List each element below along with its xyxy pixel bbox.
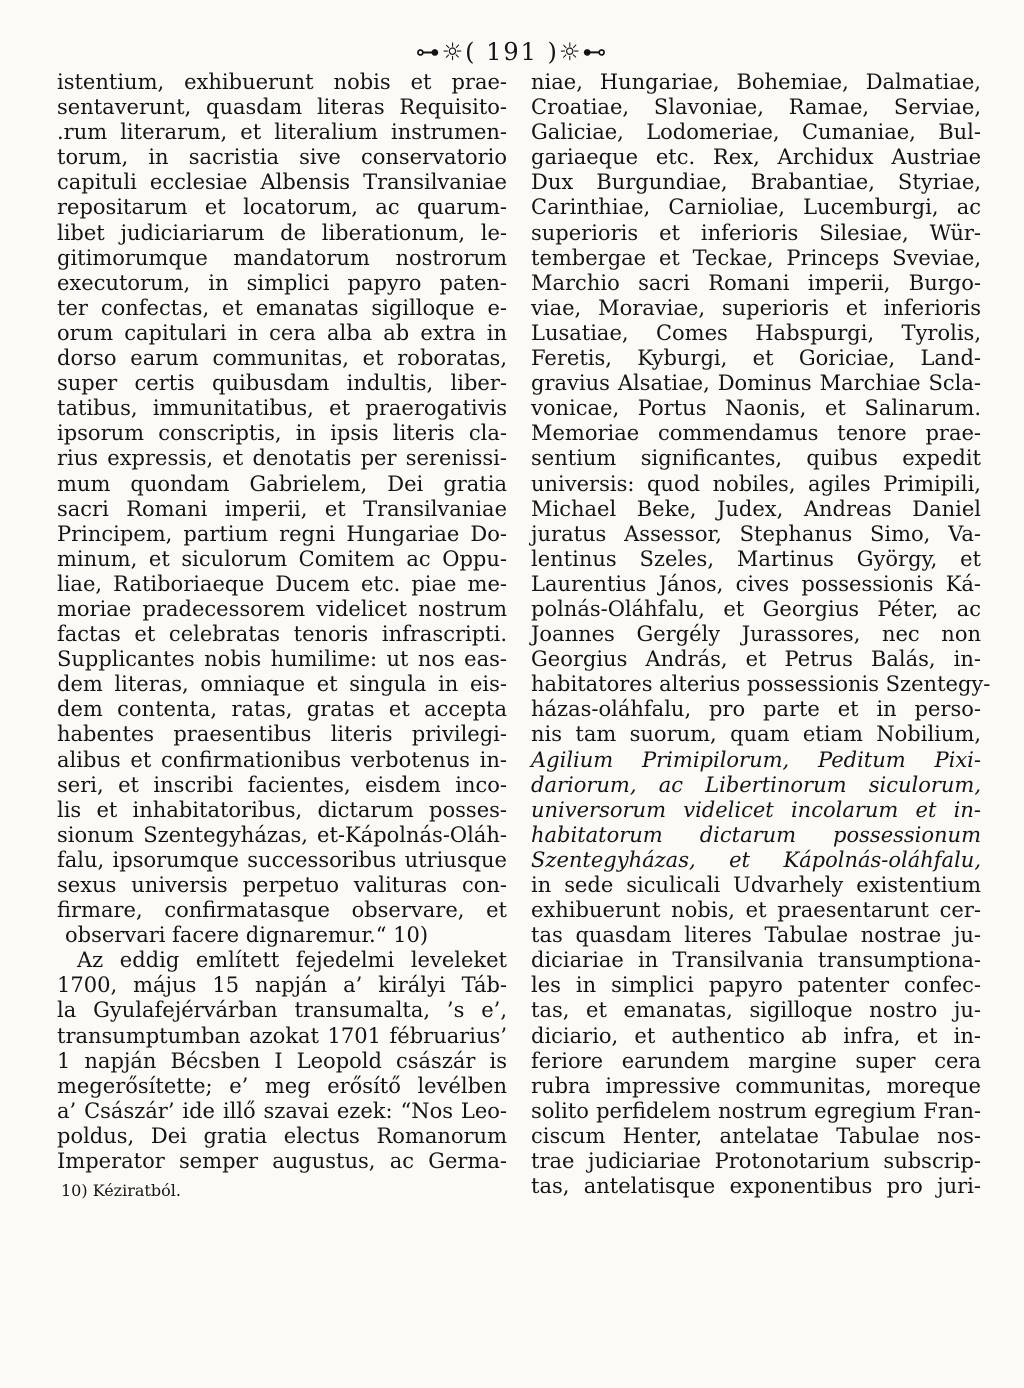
text-line: alibus et confirmationibus verbotenus in- [57,747,507,772]
text-line: les in simplici papyro patenter confec- [531,973,981,998]
text-line: exhibuerunt nobis, et praesentarunt cer- [531,898,981,923]
text-line: minum, et siculorum Comitem ac Oppu- [57,546,507,571]
text-line: ter confectas, et emanatas sigilloque e- [57,295,507,320]
text-line: moriae pradecessorem videlicet nostrum [57,596,507,621]
text-line: gitimorumque mandatorum nostrorum [57,245,507,270]
text-line: orum capitulari in cera alba ab extra in [57,320,507,345]
text-line: vonicae, Portus Naonis, et Salinarum. [531,396,981,421]
text-line: sexus universis perpetuo valituras con- [57,873,507,897]
text-line: superioris et inferioris Silesiae, Wür- [531,220,981,245]
text-line: dorso earum communitas, et roboratas, [57,346,507,371]
text-line: Lusatiae, Comes Habspurgi, Tyrolis, [531,320,981,345]
text-line: mum quondam Gabrielem, Dei gratia [57,471,507,496]
text-line: Principem, partium regni Hungariae Do- [57,521,507,546]
page-header: ⊶☼( 191 )☼⊷ [415,38,609,66]
text-line: capituli ecclesiae Albensis Transilvaniae [57,170,507,195]
text-line: firmare, confirmatasque observare, et [57,898,507,923]
text-line: ipsorum conscriptis, in ipsis literis cla- [57,421,507,446]
text-line: torum, in sacristia sive conservatorio [57,145,507,170]
text-line: ciscum Henter, antelatae Tabulae nos- [531,1123,981,1148]
text-line: 1 napján Bécsben I Leopold császár is [57,1048,507,1073]
text-line: super certis quibusdam indultis, liber- [57,371,507,396]
text-line: lentinus Szeles, Martinus György, et [531,546,981,571]
text-line: tembergae et Teckae, Princeps Sveviae, [531,245,981,270]
text-line: in sede siculicali Udvarhely existentium [531,873,981,897]
text-line: lis et inhabitatoribus, dictarum posses- [57,797,507,822]
text-line: dariorum, ac Libertinorum siculorum, [531,772,981,797]
text-line: Agilium Primipilorum, Peditum Pixi- [531,747,981,772]
text-line: transumptumban azokat 1701 fébruarius’ [57,1023,507,1048]
text-line: habentes praesentibus literis privilegi- [57,722,507,747]
text-line: tas quasdam literes Tabulae nostrae ju- [531,923,981,948]
text-line: observari facere dignaremur.“ 10) [65,923,429,948]
text-line: Feretis, Kyburgi, et Goriciae, Land- [531,346,981,371]
text-line: sentium significantes, quibus expedit [531,446,981,471]
text-line: repositarum et locatorum, ac quarum- [57,195,507,220]
text-line: rius expressis, et denotatis per serenissi- [57,446,507,471]
text-line: a’ Császár’ ide illő szavai ezek: “Nos Leo- [57,1098,507,1123]
text-line: executorum, in simplici papyro paten- [57,270,507,295]
text-line: dem literas, omniaque et singula in eis- [57,672,507,697]
text-line: Michael Beke, Judex, Andreas Daniel [531,496,981,521]
text-line: feriore earundem margine super cera [531,1048,981,1073]
text-line: istentium, exhibuerunt nobis et prae- [57,70,507,94]
text-line: .rum literarum, et literalium instrumen- [57,120,507,145]
text-line: tatibus, immunitatibus, et praerogativis [57,396,507,421]
right-column [531,70,991,1199]
text-line: falu, ipsorumque successoribus utriusque [57,847,507,872]
text-line: polnás-Oláhfalu, et Georgius Péter, ac [531,596,981,621]
text-line: Marchio sacri Romani imperii, Burgo- [531,270,981,295]
text-line: nis tam suorum, quam etiam Nobilium, [531,722,981,747]
text-line: rubra impressive communitas, moreque [531,1073,981,1098]
text-line: Croatiae, Slavoniae, Ramae, Serviae, [531,95,981,120]
text-line: Supplicantes nobis humilime: ut nos eas- [57,647,507,672]
text-line: Memoriae commendamus tenore prae- [531,421,981,446]
text-line: juratus Assessor, Stephanus Simo, Va- [531,521,981,546]
text-line: universis: quod nobiles, agiles Primipili, [531,471,981,496]
text-line: diciariae in Transilvania transumptiona- [531,948,981,973]
text-line: trae judiciariae Protonotarium subscrip- [531,1149,981,1174]
text-line: Galiciae, Lodomeriae, Cumaniae, Bul- [531,120,981,145]
text-line: dem contenta, ratas, gratas et accepta [57,697,507,722]
text-line: tas, antelatisque exponentibus pro juri- [531,1174,981,1199]
text-line: viae, Moraviae, superioris et inferioris [531,295,981,320]
text-line: factas et celebratas tenoris infrascripti. [57,622,507,647]
text-line: libet judiciariarum de liberationum, le- [57,220,507,245]
text-line: seri, et inscribi facientes, eisdem inco- [57,772,507,797]
text-line: solito perfidelem nostrum egregium Fran- [531,1098,981,1123]
text-line: sacri Romani imperii, et Transilvaniae [57,496,507,521]
text-line: házas-oláhfalu, pro parte et in perso- [531,697,981,722]
footnote: 10) Kéziratból. [61,1181,181,1201]
text-line: megerősítette; e’ meg erősítő levélben [57,1073,507,1098]
text-line: liae, Ratiboriaeque Ducem etc. piae me- [57,571,507,596]
text-line: diciario, et authentico ab infra, et in- [531,1023,981,1048]
text-line: Carinthiae, Carnioliae, Lucemburgi, ac [531,195,981,220]
text-line: sentaverunt, quasdam literas Requisito- [57,95,507,120]
text-line: gariaeque etc. Rex, Archidux Austriae [531,145,981,170]
text-line: poldus, Dei gratia electus Romanorum [57,1123,507,1148]
text-line: niae, Hungariae, Bohemiae, Dalmatiae, [531,70,981,94]
left-column [57,70,507,1203]
text-line: Dux Burgundiae, Brabantiae, Styriae, [531,170,981,195]
text-line: gravius Alsatiae, Dominus Marchiae Scla- [531,371,981,396]
text-line: habitatores alterius possessionis Szentegy- [531,672,991,697]
text-line: 1700, május 15 napján a’ királyi Táb- [57,973,507,998]
text-line: Laurentius János, cives possessionis Ká- [531,571,981,596]
text-line: habitatorum dictarum possessionum [531,822,981,847]
text-line: Joannes Gergély Jurassores, nec non [531,622,981,647]
text-line: Imperator semper augustus, ac Germa- [57,1149,507,1174]
text-line: la Gyulafejérvárban transumalta, ’s e’, [57,998,507,1023]
text-line: tas, et emanatas, sigilloque nostro ju- [531,998,981,1023]
text-line: Georgius András, et Petrus Balás, in- [531,647,981,672]
text-line: sionum Szentegyházas, et-Kápolnás-Oláh- [57,822,507,847]
text-line: Az eddig említett fejedelmi leveleket [77,948,507,973]
text-line: Szentegyházas, et Kápolnás-oláhfalu, [531,847,981,872]
text-line: universorum videlicet incolarum et in- [531,797,981,822]
